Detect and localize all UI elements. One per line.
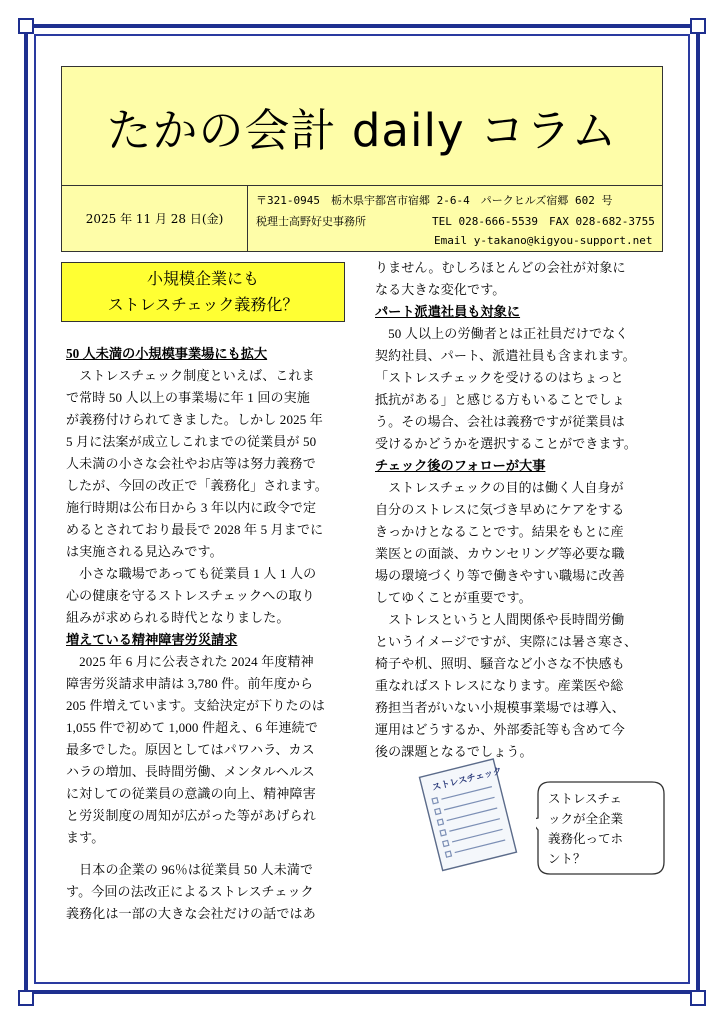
title-band (62, 67, 662, 186)
text-line: ます。 (66, 830, 105, 845)
right-column (375, 257, 665, 763)
corner-ornament (690, 990, 706, 1006)
text-line: 心の健康を守るストレスチェックへの取り (66, 588, 315, 603)
text-line: してゆくことが重要です。 (375, 590, 532, 605)
paragraph (375, 257, 665, 301)
text-line: ストレスチェック制度といえば、これま (66, 368, 315, 383)
text-line: めるとされており最長で 2028 年 5 月までに (66, 522, 324, 537)
text-line: なる大きな変化です。 (375, 282, 506, 297)
paragraph (66, 651, 348, 849)
paragraph (375, 477, 665, 609)
bubble-line: ント？ (548, 851, 586, 866)
text-line: 抵抗がある」と感じる方もいることでしょ (375, 392, 625, 407)
section-heading: 増えている精神障害労災請求 (66, 632, 238, 647)
text-line: 自分のストレスに気づき早めにケアをする (375, 502, 625, 517)
text-line: 契約社員、パート、派遣社員も含まれます。 (375, 348, 636, 363)
text-line: 2025 年 6 月に公表された 2024 年度精神 (66, 654, 314, 669)
issue-date: 2025 年 11 月 28 日(金) (62, 186, 248, 251)
bubble-line: ストレスチェ (548, 791, 623, 806)
bubble-line: ックが全企業 (548, 811, 624, 826)
text-line: と労災制度の周知が広がった等があげられ (66, 808, 316, 823)
text-line: 障害労災請求申請は 3,780 件。前年度から (66, 676, 314, 691)
text-line: 50 人以上の労働者とは正社員だけでなく (375, 326, 629, 341)
text-line: りません。むしろほとんどの会社が対象に (375, 260, 626, 275)
text-line: に対しての従業員の意識の向上、精神障害 (66, 786, 316, 801)
text-line: す。今回の法改正によるストレスチェック (66, 884, 314, 899)
text-line: ストレスチェックの目的は働く人自身が (375, 480, 624, 495)
text-line: 組みが求められる時代となりました。 (66, 610, 290, 625)
corner-ornament (690, 18, 706, 34)
text-line: 5 月に法案が成立しこれまでの従業員が 50 (66, 434, 317, 449)
text-line: う。その場合、会社は義務ですが従業員は (375, 414, 625, 429)
stress-check-sheet-illustration (410, 755, 525, 875)
text-line: 受けるかどうかを選択することができます。 (375, 436, 637, 451)
text-line: 1,055 件で初めて 1,000 件超え、6 年連続で (66, 720, 318, 735)
text-line: 日本の企業の 96％は従業員 50 人未満で (66, 862, 314, 877)
text-line: ハラの増加、長時間労働、メンタルヘルス (66, 764, 315, 779)
phone-fax: TEL 028-666-5539 FAX 028-682-3755 (432, 215, 655, 228)
text-line: 重なればストレスになります。産業医や総 (375, 678, 624, 693)
left-column (66, 343, 348, 925)
paragraph (375, 609, 665, 763)
speech-bubble (536, 780, 666, 876)
corner-ornament (18, 18, 34, 34)
email: Email y-takano@kigyou-support.net (434, 234, 653, 247)
info-band (62, 186, 662, 251)
text-line: で常時 50 人以上の事業場に年 1 回の実施 (66, 390, 310, 405)
paragraph (66, 563, 348, 629)
text-line: 施行時期は公布日から 3 年以内に政令で定 (66, 500, 317, 515)
paragraph (375, 323, 665, 455)
text-line: 場の環境づくり等で働きやすい職場に改善 (375, 568, 625, 583)
text-line: 205 件増えています。支給決定が下りたのは (66, 698, 326, 713)
callout-line: 小規模企業にも (146, 269, 259, 288)
text-line: ストレスというと人間関係や長時間労働 (375, 612, 625, 627)
text-line: 椅子や机、照明、騒音など小さな不快感も (375, 656, 625, 671)
section-heading: チェック後のフォローが大事 (375, 458, 546, 473)
text-line: 小さな職場であっても従業員 1 人 1 人の (66, 566, 317, 581)
text-line: 後の課題となるでしょう。 (375, 744, 533, 759)
address: 〒321-0945 栃木県宇都宮市宿郷 2-6-4 パークヒルズ宿郷 602 号 (256, 194, 613, 207)
callout-line: ストレスチェック義務化？ (107, 295, 299, 314)
text-line: 義務化は一部の大きな会社だけの話ではあ (66, 906, 316, 921)
text-line: 人未満の小さな会社やお店等は努力義務で (66, 456, 316, 471)
paragraph (66, 859, 348, 925)
paragraph (66, 365, 348, 563)
text-line: 運用はどうするか、外部委託等も含めて今 (375, 722, 625, 737)
masthead (61, 66, 663, 252)
text-line: 業医との面談、カウンセリング等必要な職 (375, 546, 625, 561)
headline-callout (61, 262, 345, 322)
text-line: 最多でした。原因としてはパワハラ、カス (66, 742, 315, 757)
text-line: が義務付けられてきました。しかし 2025 年 (66, 412, 323, 427)
office-name: 税理士高野好史事務所 (256, 215, 366, 228)
text-line: したが、今回の改正で「義務化」されます。 (66, 478, 328, 493)
section-heading: 50 人未満の小規模事業場にも拡大 (66, 346, 268, 361)
text-line: きっかけとなることです。結果をもとに産 (375, 524, 624, 539)
corner-ornament (18, 990, 34, 1006)
page-title: たかの会計 daily コラム (106, 103, 618, 157)
text-line: は実施される見込みです。 (66, 544, 223, 559)
sheet-title: ストレスチェック (431, 766, 503, 794)
text-line: 「ストレスチェックを受けるのはちょっと (375, 370, 624, 385)
text-line: 務担当者がいない小規模事業場では導入、 (375, 700, 625, 715)
bubble-line: 義務化ってホ (548, 831, 624, 846)
section-heading: パート派遣社員も対象に (375, 304, 521, 319)
text-line: というイメージですが、実際には暑さ寒さ、 (375, 634, 638, 649)
